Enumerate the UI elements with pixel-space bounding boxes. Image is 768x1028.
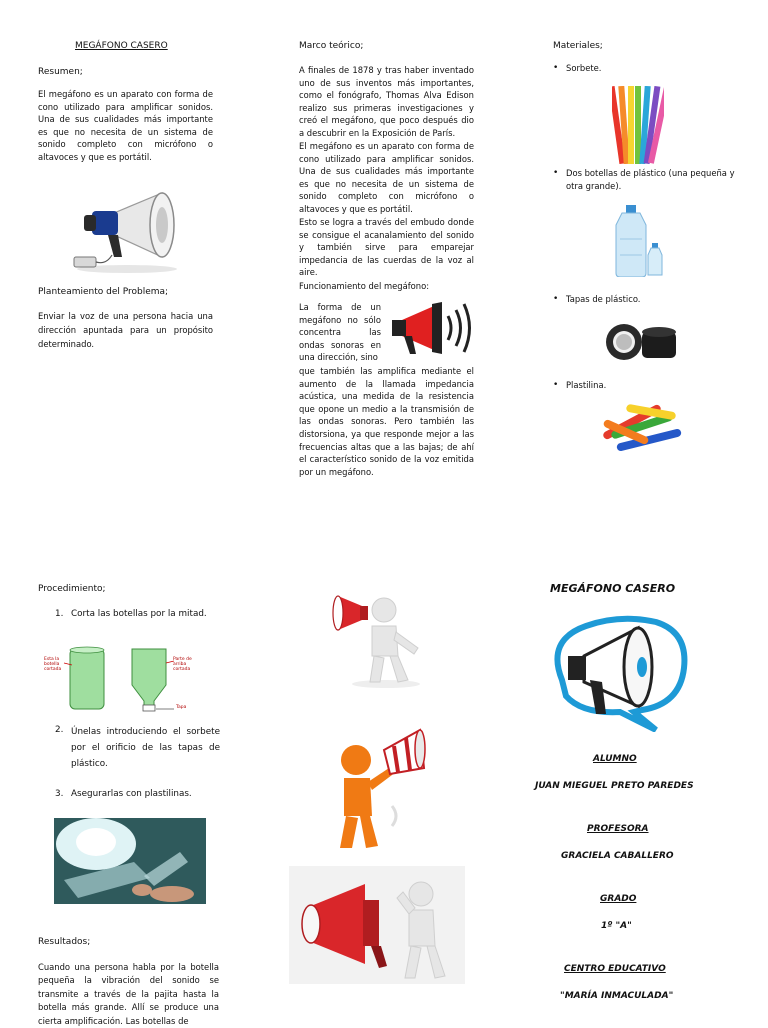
marco-heading: Marco teórico; [299,41,364,51]
step-3-text: Asegurarlas con plastilinas. [71,789,192,799]
grado-label: GRADO [600,894,637,904]
problema-heading: Planteamiento del Problema; [38,287,169,297]
grado-value: 1º "A" [601,921,632,931]
centro-value: "MARÍA INMACULADA" [560,991,674,1001]
funcionamiento-heading: Funcionamiento del megáfono: [299,281,430,291]
resumen-heading: Resumen; [38,67,83,77]
step-number-1: 1. [55,609,64,619]
bullet-marker: • [553,168,559,178]
assembled-bottles-photo [54,818,206,904]
material-item-bottles: Dos botellas de plástico (una pequeña y otra grande). [566,168,735,191]
resumen-text: El megáfono es un aparato con forma de cono utilizado para amplificar sonidos. Una de sus cualidades más importante es que no necesita de un sistema de sonido completo con micrófono o altavoces y que es portátil. [38,89,213,162]
cover-megaphone-icon [546,610,692,732]
materiales-heading: Materiales; [553,41,603,51]
problema-text: Enviar la voz de una persona hacia una dirección apuntada para un propósito determinado. [38,311,213,349]
profesora-name: GRACIELA CABALLERO [561,851,674,861]
profesora-label: PROFESORA [587,824,649,834]
bullet-marker: • [553,294,559,304]
figure-megaphone-illustration-2 [330,720,426,852]
diagram-label-cap: Tapa [176,705,187,710]
diagram-label-right: Parte de arriba cortada [173,657,192,672]
bottles-image [612,205,668,277]
marco-text-3: Esto se logra a través del embudo donde se consigue el acanalamiento del sonido y también sirve para emparejar impedancia de las cuerdas de la voz al aire. [299,217,474,278]
material-item-plasticine: Plastilina. [566,380,607,390]
marco-text: A finales de 1878 y tras haber inventado uno de sus inventos más importantes, como el fonógrafo, Thomas Alva Edison realizo sus primeras investigaciones y creó el megáfono, que poco después dio a descubrir en la Exposición de París. [299,65,474,138]
diagram-label-left: Esta la botella cortada [44,657,62,672]
results-text: Cuando una persona habla por la botella pequeña la vibración del sonido se transmite a través de la pajita hasta la botella más grande. Allí se produce una cierta amplificación. Las botellas de [38,962,219,1026]
step-number-2: 2. [55,725,64,735]
megaphone-icon [386,300,474,358]
plasticine-image [596,402,688,460]
material-item-caps: Tapas de plástico. [566,294,641,304]
marco-text-2: El megáfono es un aparato con forma de cono utilizado para amplificar sonidos. Una de sus cualidades más importante es que no necesita de un sistema de sonido completo con micrófono o altavoces y que es portátil. [299,141,474,214]
centro-label: CENTRO EDUCATIVO [564,964,666,974]
straws-image [612,86,664,164]
material-item-straw: Sorbete. [566,63,602,73]
bullet-marker: • [553,63,559,73]
step-number-3: 3. [55,789,64,799]
caps-image [604,318,678,366]
procedure-heading: Procedimiento; [38,584,106,594]
bullet-marker: • [553,380,559,390]
col1-title: MEGÁFONO CASERO [75,41,168,51]
cover-title: MEGÁFONO CASERO [550,582,676,595]
funcionamiento-text-b: que también las amplifica mediante el aumento de la llamada impedancia acústica, una medida de la resistencia que opone un medio a la transmisión de las ondas sonoras. Pero también las distorsiona, ya que responde mejor a las frecuencias altas que a las bajas; de ahí el característico sonido de la voz emitida por un megáfono. [299,366,474,477]
funcionamiento-text-a: La forma de un megáfono no sólo concentra las ondas sonoras en una dirección, sino [299,302,381,363]
step-1-text: Corta las botellas por la mitad. [71,609,207,619]
megaphone-photo [70,185,185,275]
figure-megaphone-illustration-3 [289,866,465,984]
results-heading: Resultados; [38,937,91,947]
figure-megaphone-illustration-1 [326,582,428,690]
alumno-name: JUAN MIEGUEL PRETO PAREDES [535,781,694,791]
alumno-label: ALUMNO [593,754,637,764]
step-2-text: Únelas introduciendo el sorbete por el orificio de las tapas de plástico. [71,727,220,769]
